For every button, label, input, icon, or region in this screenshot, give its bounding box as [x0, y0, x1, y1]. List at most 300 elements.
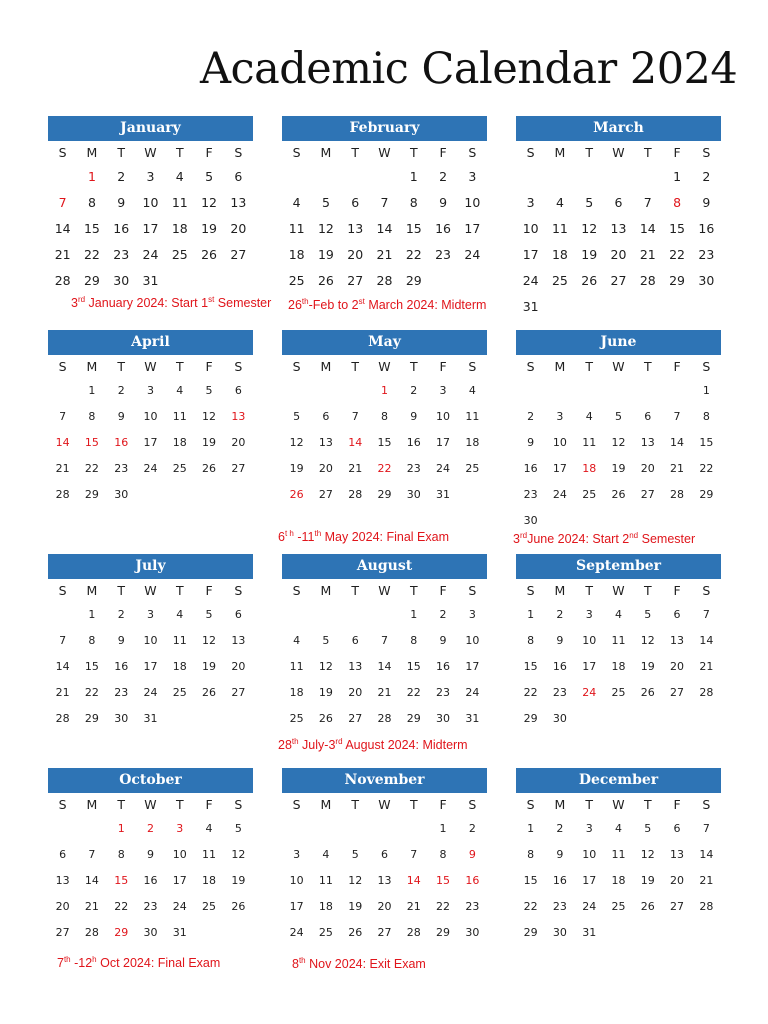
note-text: Oct 2024: Final Exam — [96, 956, 221, 970]
day-cell-highlighted: 29 — [114, 926, 129, 939]
empty-day-cell — [194, 706, 223, 732]
day-cell: 30 — [114, 712, 129, 725]
day-cell: 14 — [699, 634, 714, 647]
day-cell: 23 — [552, 900, 567, 913]
day-cell: 3 — [146, 608, 154, 621]
day-cell-highlighted: 14 — [348, 436, 363, 449]
day-cell: 27 — [230, 247, 247, 262]
week-row — [516, 628, 721, 654]
weekday-label: F — [673, 797, 681, 812]
day-cell: 4 — [293, 634, 301, 647]
weekday-label: S — [292, 359, 301, 374]
week-row — [516, 706, 721, 732]
day-cell: 25 — [551, 273, 568, 288]
week-row — [48, 164, 253, 190]
day-cell: 14 — [55, 660, 70, 673]
day-cell: 2 — [556, 608, 564, 621]
day-cell: 4 — [614, 608, 622, 621]
note-start-semester-1 — [71, 296, 271, 310]
day-cell: 14 — [376, 221, 393, 236]
weekday-header-row — [516, 356, 721, 378]
day-cell: 19 — [318, 686, 333, 699]
day-cell: 13 — [670, 848, 685, 861]
weekday-label: T — [351, 583, 360, 598]
week-row — [282, 404, 487, 430]
day-cell: 10 — [465, 634, 480, 647]
empty-day-cell — [458, 268, 487, 294]
note-superscript: t h — [284, 529, 294, 538]
day-cell: 18 — [288, 247, 305, 262]
empty-day-cell — [662, 920, 691, 946]
day-cell: 29 — [406, 712, 421, 725]
weekday-label: T — [643, 359, 652, 374]
empty-day-cell — [545, 378, 574, 404]
note-text: 7 — [57, 956, 64, 970]
day-cell: 18 — [318, 900, 333, 913]
day-cell: 7 — [351, 410, 359, 423]
weekday-label: M — [320, 797, 332, 812]
note-text: -Feb to 2 — [308, 298, 359, 312]
note-text: 28 — [278, 738, 292, 752]
day-cell: 26 — [202, 462, 217, 475]
day-cell: 25 — [465, 462, 480, 475]
empty-day-cell — [662, 508, 691, 534]
empty-day-cell — [224, 920, 253, 946]
week-row — [282, 894, 487, 920]
note-superscript: th — [63, 955, 71, 964]
day-cell-highlighted: 7 — [58, 195, 67, 210]
day-cell: 17 — [143, 660, 158, 673]
day-cell: 21 — [54, 247, 71, 262]
day-cell: 6 — [673, 608, 681, 621]
day-cell: 16 — [406, 436, 421, 449]
weekday-label: M — [320, 359, 332, 374]
note-text: Semester — [214, 296, 272, 310]
day-cell: 22 — [406, 686, 421, 699]
note-oct-final-exam — [57, 956, 220, 970]
month-december — [516, 768, 721, 946]
empty-day-cell — [633, 294, 662, 320]
day-cell: 28 — [55, 488, 70, 501]
day-cell: 1 — [673, 169, 682, 184]
day-cell: 30 — [113, 273, 130, 288]
day-cell-highlighted: 1 — [117, 822, 125, 835]
month-august — [282, 554, 487, 732]
day-cell: 8 — [527, 634, 535, 647]
week-row — [282, 242, 487, 268]
day-cell: 6 — [644, 410, 652, 423]
day-cell: 19 — [348, 900, 363, 913]
day-cell: 22 — [523, 686, 538, 699]
note-superscript: st — [358, 297, 365, 306]
day-cell: 6 — [614, 195, 623, 210]
day-cell: 8 — [410, 634, 418, 647]
day-cell: 5 — [205, 608, 213, 621]
day-cell: 18 — [611, 874, 626, 887]
day-cell: 29 — [699, 488, 714, 501]
week-row — [48, 216, 253, 242]
day-cell: 8 — [87, 195, 96, 210]
day-cell-highlighted: 22 — [377, 462, 392, 475]
month-name: December — [516, 768, 721, 793]
day-cell: 19 — [202, 436, 217, 449]
empty-day-cell — [692, 294, 721, 320]
day-cell: 8 — [527, 848, 535, 861]
day-cell: 14 — [84, 874, 99, 887]
day-cell: 21 — [639, 247, 656, 262]
day-cell: 6 — [380, 848, 388, 861]
day-cell: 28 — [699, 686, 714, 699]
day-cell: 7 — [410, 848, 418, 861]
day-cell: 20 — [610, 247, 627, 262]
day-cell: 5 — [205, 384, 213, 397]
day-cell: 2 — [410, 384, 418, 397]
empty-day-cell — [604, 294, 633, 320]
month-february — [282, 116, 487, 294]
day-cell: 24 — [436, 462, 451, 475]
note-text: Semester — [638, 532, 696, 546]
day-cell: 16 — [523, 462, 538, 475]
day-cell: 29 — [84, 712, 99, 725]
week-row — [48, 430, 253, 456]
day-cell: 13 — [377, 874, 392, 887]
weekday-label: T — [117, 797, 126, 812]
weekday-label: F — [205, 583, 213, 598]
day-cell: 22 — [114, 900, 129, 913]
day-cell: 9 — [117, 634, 125, 647]
month-july — [48, 554, 253, 732]
week-row — [48, 628, 253, 654]
note-text: -11 — [293, 530, 315, 544]
weekday-label: M — [554, 797, 566, 812]
day-cell: 7 — [673, 410, 681, 423]
day-cell: 12 — [611, 436, 626, 449]
note-superscript: th — [291, 737, 299, 746]
weekday-label: F — [205, 359, 213, 374]
day-cell: 3 — [293, 848, 301, 861]
empty-day-cell — [311, 164, 340, 190]
month-name: April — [48, 330, 253, 355]
day-cell: 24 — [582, 900, 597, 913]
empty-day-cell — [224, 706, 253, 732]
day-cell: 27 — [670, 686, 685, 699]
day-cell: 22 — [523, 900, 538, 913]
day-cell: 30 — [143, 926, 158, 939]
day-cell: 12 — [348, 874, 363, 887]
week-row — [48, 242, 253, 268]
day-cell: 11 — [318, 874, 333, 887]
day-cell: 9 — [117, 195, 126, 210]
weekday-label: S — [702, 359, 711, 374]
day-cell: 21 — [376, 247, 393, 262]
day-cell-highlighted: 16 — [114, 436, 129, 449]
day-cell: 7 — [380, 634, 388, 647]
note-text: August 2024: Midterm — [342, 738, 468, 752]
week-row — [516, 216, 721, 242]
day-cell: 19 — [640, 874, 655, 887]
day-cell: 19 — [317, 247, 334, 262]
day-cell: 7 — [59, 410, 67, 423]
empty-day-cell — [458, 482, 487, 508]
day-cell: 1 — [702, 384, 710, 397]
day-cell: 31 — [582, 926, 597, 939]
week-row — [516, 242, 721, 268]
empty-day-cell — [77, 816, 106, 842]
day-cell: 1 — [409, 169, 418, 184]
weekday-label: T — [643, 145, 652, 160]
day-cell: 6 — [351, 634, 359, 647]
weekday-label: M — [86, 797, 98, 812]
week-row — [48, 816, 253, 842]
empty-day-cell — [224, 482, 253, 508]
day-cell: 5 — [293, 410, 301, 423]
week-row — [48, 842, 253, 868]
day-cell: 17 — [465, 660, 480, 673]
day-cell: 25 — [172, 462, 187, 475]
day-cell: 21 — [55, 462, 70, 475]
day-cell: 25 — [582, 488, 597, 501]
day-cell: 22 — [669, 247, 685, 262]
day-cell: 27 — [610, 273, 627, 288]
empty-day-cell — [692, 706, 721, 732]
day-cell: 4 — [322, 848, 330, 861]
day-cell: 5 — [644, 608, 652, 621]
weekday-label: T — [117, 583, 126, 598]
day-cell-highlighted: 8 — [673, 195, 682, 210]
empty-day-cell — [662, 706, 691, 732]
day-cell: 4 — [468, 384, 476, 397]
day-cell: 15 — [84, 660, 99, 673]
month-name: May — [282, 330, 487, 355]
day-cell: 4 — [614, 822, 622, 835]
empty-day-cell — [136, 482, 165, 508]
week-row — [516, 920, 721, 946]
week-row — [516, 456, 721, 482]
day-cell: 23 — [465, 900, 480, 913]
empty-day-cell — [516, 378, 545, 404]
week-row — [282, 268, 487, 294]
day-cell: 25 — [611, 686, 626, 699]
note-feb-midterm — [288, 298, 486, 312]
day-cell: 26 — [202, 686, 217, 699]
page-title: Academic Calendar 2024 — [200, 44, 738, 94]
day-cell: 14 — [54, 221, 71, 236]
empty-day-cell — [662, 378, 691, 404]
day-cell: 27 — [347, 273, 364, 288]
day-cell: 30 — [552, 712, 567, 725]
note-text: 26 — [288, 298, 302, 312]
month-june — [516, 330, 721, 534]
day-cell: 11 — [551, 221, 568, 236]
day-cell: 25 — [288, 273, 305, 288]
day-cell: 25 — [171, 247, 188, 262]
weekday-label: F — [673, 583, 681, 598]
day-cell: 19 — [202, 660, 217, 673]
day-cell: 23 — [143, 900, 158, 913]
weekday-label: S — [292, 145, 301, 160]
weekday-header-row — [516, 794, 721, 816]
day-cell: 23 — [698, 247, 715, 262]
week-row — [282, 190, 487, 216]
empty-day-cell — [341, 816, 370, 842]
day-cell: 15 — [377, 436, 392, 449]
day-cell: 7 — [59, 634, 67, 647]
empty-day-cell — [692, 508, 721, 534]
week-row — [516, 378, 721, 404]
day-cell: 11 — [611, 848, 626, 861]
week-row — [282, 706, 487, 732]
note-text: 3 — [71, 296, 78, 310]
day-cell: 12 — [201, 195, 217, 210]
day-cell: 30 — [465, 926, 480, 939]
month-november — [282, 768, 487, 946]
month-name: November — [282, 768, 487, 793]
day-cell: 20 — [230, 221, 247, 236]
day-cell: 30 — [114, 488, 129, 501]
weekday-label: W — [144, 145, 157, 160]
day-cell: 4 — [176, 608, 184, 621]
weekday-label: S — [234, 359, 243, 374]
day-cell: 21 — [377, 686, 392, 699]
note-superscript: rd — [519, 531, 528, 540]
day-cell: 24 — [522, 273, 539, 288]
day-cell: 23 — [113, 247, 130, 262]
day-cell: 3 — [468, 608, 476, 621]
day-cell: 17 — [142, 221, 159, 236]
day-cell: 31 — [142, 273, 159, 288]
day-cell: 10 — [143, 410, 158, 423]
empty-day-cell — [311, 816, 340, 842]
day-cell: 30 — [552, 926, 567, 939]
day-cell: 6 — [234, 169, 243, 184]
empty-day-cell — [604, 920, 633, 946]
month-september — [516, 554, 721, 732]
day-cell: 22 — [436, 900, 451, 913]
weekday-label: T — [409, 583, 418, 598]
weekday-label: S — [234, 145, 243, 160]
day-cell: 15 — [405, 221, 422, 236]
day-cell: 25 — [172, 686, 187, 699]
day-cell: 13 — [610, 221, 627, 236]
day-cell: 4 — [292, 195, 301, 210]
day-cell: 23 — [114, 462, 129, 475]
week-row — [516, 680, 721, 706]
day-cell: 16 — [552, 874, 567, 887]
day-cell: 20 — [670, 660, 685, 673]
week-row — [282, 868, 487, 894]
day-cell: 18 — [172, 436, 187, 449]
week-row — [516, 268, 721, 294]
day-cell: 17 — [289, 900, 304, 913]
day-cell: 29 — [84, 488, 99, 501]
week-row — [282, 602, 487, 628]
day-cell: 9 — [439, 195, 448, 210]
day-cell: 15 — [406, 660, 421, 673]
weekday-label: W — [144, 359, 157, 374]
day-cell: 17 — [172, 874, 187, 887]
weekday-label: S — [702, 797, 711, 812]
weekday-header-row — [516, 142, 721, 164]
weekday-label: S — [702, 583, 711, 598]
day-cell: 2 — [117, 384, 125, 397]
day-cell: 23 — [114, 686, 129, 699]
weekday-label: T — [643, 797, 652, 812]
week-row — [48, 894, 253, 920]
day-cell: 4 — [175, 169, 184, 184]
weekday-label: S — [58, 359, 67, 374]
empty-day-cell — [165, 706, 194, 732]
day-cell: 29 — [669, 273, 685, 288]
note-text: 8 — [292, 957, 299, 971]
weekday-label: M — [554, 583, 566, 598]
weekday-header-row — [282, 580, 487, 602]
weekday-label: M — [320, 145, 332, 160]
day-cell: 8 — [409, 195, 418, 210]
day-cell: 24 — [142, 247, 159, 262]
week-row — [282, 628, 487, 654]
weekday-label: F — [439, 145, 447, 160]
empty-day-cell — [194, 268, 223, 294]
day-cell: 27 — [377, 926, 392, 939]
month-name: July — [48, 554, 253, 579]
day-cell: 17 — [464, 221, 481, 236]
day-cell: 26 — [611, 488, 626, 501]
day-cell: 12 — [318, 660, 333, 673]
day-cell: 11 — [611, 634, 626, 647]
day-cell: 25 — [289, 712, 304, 725]
day-cell: 14 — [639, 221, 656, 236]
day-cell: 18 — [289, 686, 304, 699]
day-cell: 3 — [556, 410, 564, 423]
empty-day-cell — [604, 378, 633, 404]
day-cell: 21 — [348, 462, 363, 475]
day-cell: 16 — [435, 221, 451, 236]
day-cell: 13 — [348, 660, 363, 673]
day-cell: 29 — [405, 273, 422, 288]
empty-day-cell — [194, 920, 223, 946]
day-cell: 22 — [84, 462, 99, 475]
day-cell: 26 — [318, 712, 333, 725]
weekday-label: S — [58, 797, 67, 812]
empty-day-cell — [633, 706, 662, 732]
day-cell: 29 — [436, 926, 451, 939]
week-row — [516, 654, 721, 680]
day-cell: 28 — [699, 900, 714, 913]
day-cell: 11 — [172, 634, 187, 647]
day-cell: 7 — [643, 195, 652, 210]
weekday-label: F — [205, 797, 213, 812]
weekday-label: S — [58, 583, 67, 598]
week-row — [48, 680, 253, 706]
day-cell: 11 — [289, 660, 304, 673]
week-row — [282, 216, 487, 242]
day-cell: 18 — [551, 247, 568, 262]
weekday-label: T — [175, 583, 184, 598]
day-cell: 13 — [231, 634, 246, 647]
day-cell: 20 — [318, 462, 333, 475]
day-cell: 5 — [614, 410, 622, 423]
day-cell: 19 — [640, 660, 655, 673]
week-row — [48, 378, 253, 404]
day-cell: 6 — [673, 822, 681, 835]
day-cell: 19 — [201, 221, 217, 236]
weekday-header-row — [48, 142, 253, 164]
weekday-label: M — [86, 359, 98, 374]
day-cell: 12 — [202, 410, 217, 423]
day-cell: 22 — [83, 247, 100, 262]
day-cell: 16 — [436, 660, 451, 673]
day-cell: 11 — [202, 848, 217, 861]
